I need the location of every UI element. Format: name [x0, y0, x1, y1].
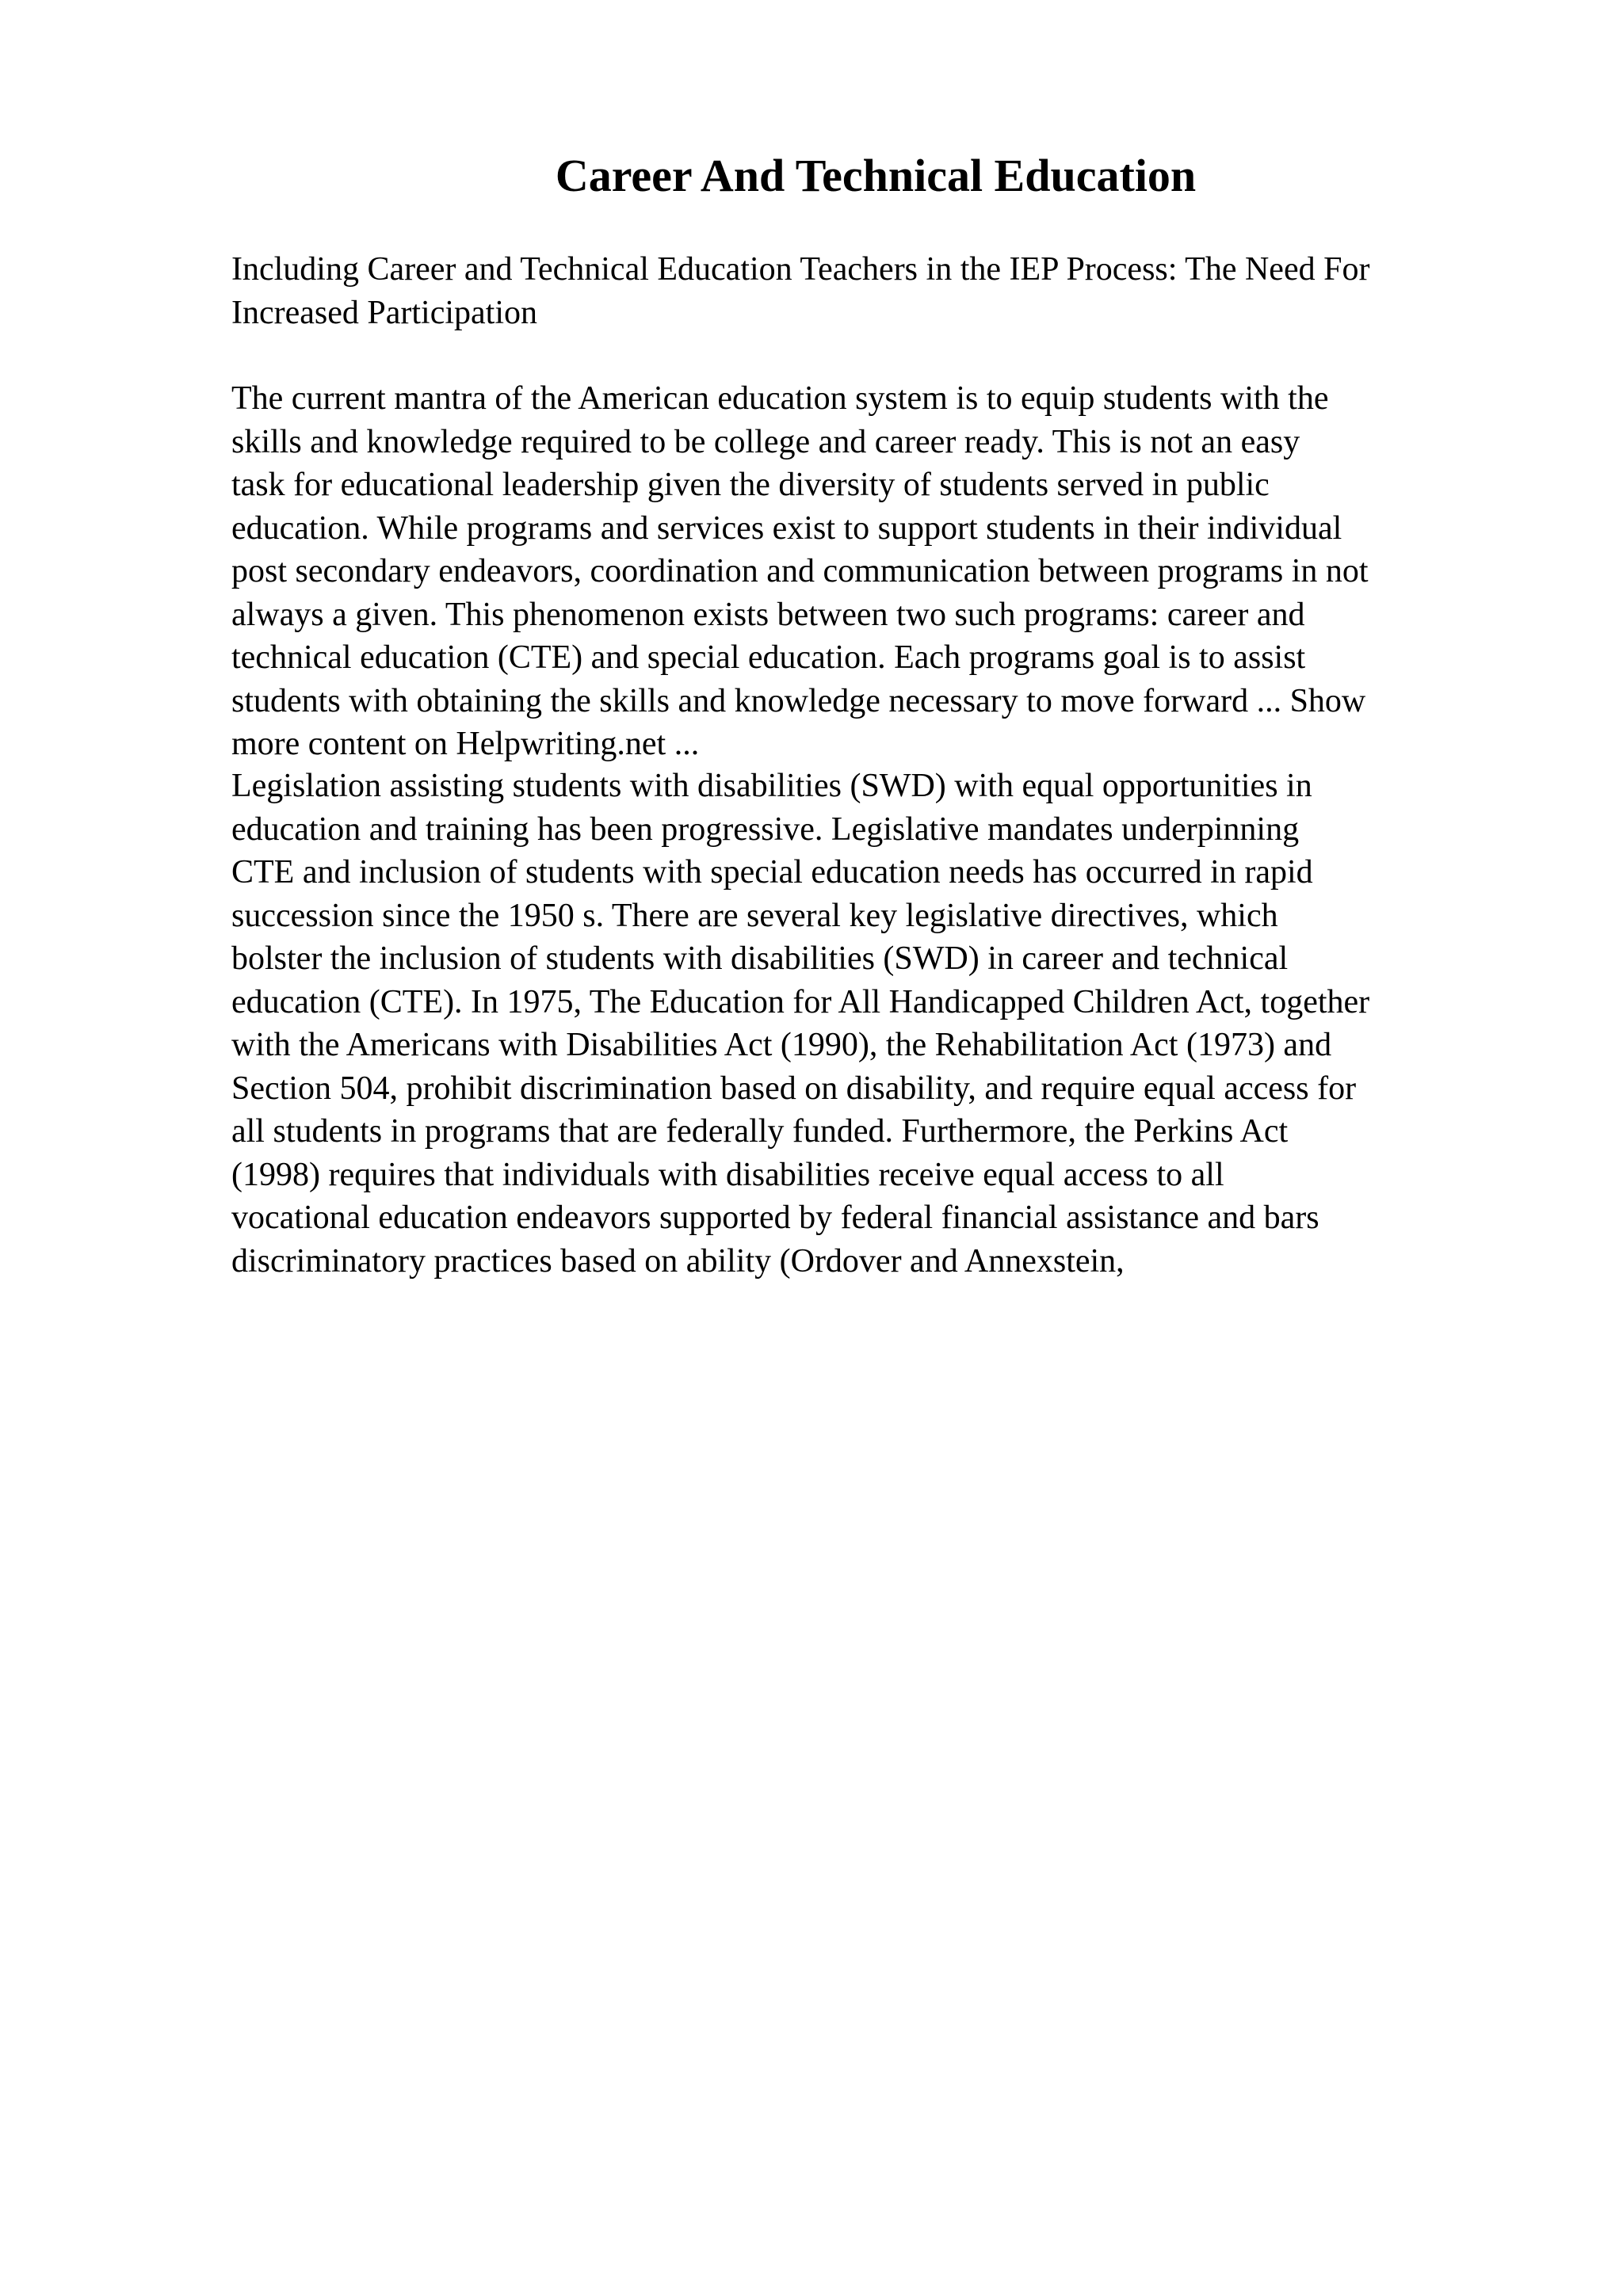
paragraph-line: more content on Helpwriting.net ... — [231, 726, 700, 762]
paragraph-line: education (CTE). In 1975, The Education for All Handicapped Children Act, together — [231, 983, 1370, 1020]
paragraph-line: Legislation assisting students with disabilities (SWD) with equal opportunities in — [231, 768, 1312, 804]
paragraph-line: always a given. This phenomenon exists between two such programs: career and — [231, 596, 1305, 633]
paragraph-line: skills and knowledge required to be college and career ready. This is not an easy — [231, 423, 1300, 460]
body-paragraph-2 — [231, 765, 1594, 1283]
paragraph-line: with the Americans with Disabilities Act (1990), the Rehabilitation Act (1973) and — [231, 1027, 1332, 1063]
subtitle-line: Including Career and Technical Education Teachers in the IEP Process: The Need For — [231, 251, 1370, 288]
paragraph-line: Section 504, prohibit discrimination based on disability, and require equal access for — [231, 1070, 1357, 1107]
paragraph-line: technical education (CTE) and special education. Each programs goal is to assist — [231, 639, 1306, 676]
paragraph-line: CTE and inclusion of students with special education needs has occurred in rapid — [231, 854, 1313, 891]
body-paragraph-1 — [231, 377, 1594, 766]
document-title: Career And Technical Education — [555, 150, 1197, 201]
paragraph-line: discriminatory practices based on ability (Ordover and Annexstein, — [231, 1242, 1125, 1280]
paragraph-line: bolster the inclusion of students with disabilities (SWD) in career and technical — [231, 940, 1289, 977]
paragraph-line: students with obtaining the skills and knowledge necessary to move forward ... Show — [231, 682, 1366, 719]
paragraph-line: education and training has been progressive. Legislative mandates underpinning — [231, 810, 1300, 848]
paragraph-line: education. While programs and services exist to support students in their individual — [231, 509, 1342, 547]
document-subtitle — [231, 248, 1594, 334]
paragraph-line: (1998) requires that individuals with disabilities receive equal access to all — [231, 1156, 1224, 1193]
subtitle-line: Increased Participation — [231, 294, 537, 331]
paragraph-line: post secondary endeavors, coordination and communication between programs in not — [231, 553, 1369, 589]
paragraph-line: The current mantra of the American education system is to equip students with the — [231, 380, 1329, 417]
paragraph-line: vocational education endeavors supported by federal financial assistance and bars — [231, 1199, 1319, 1236]
paragraph-line: task for educational leadership given the diversity of students served in public — [231, 467, 1270, 503]
paragraph-line: all students in programs that are federally funded. Furthermore, the Perkins Act — [231, 1113, 1289, 1150]
paragraph-line: succession since the 1950 s. There are several key legislative directives, which — [231, 897, 1278, 934]
